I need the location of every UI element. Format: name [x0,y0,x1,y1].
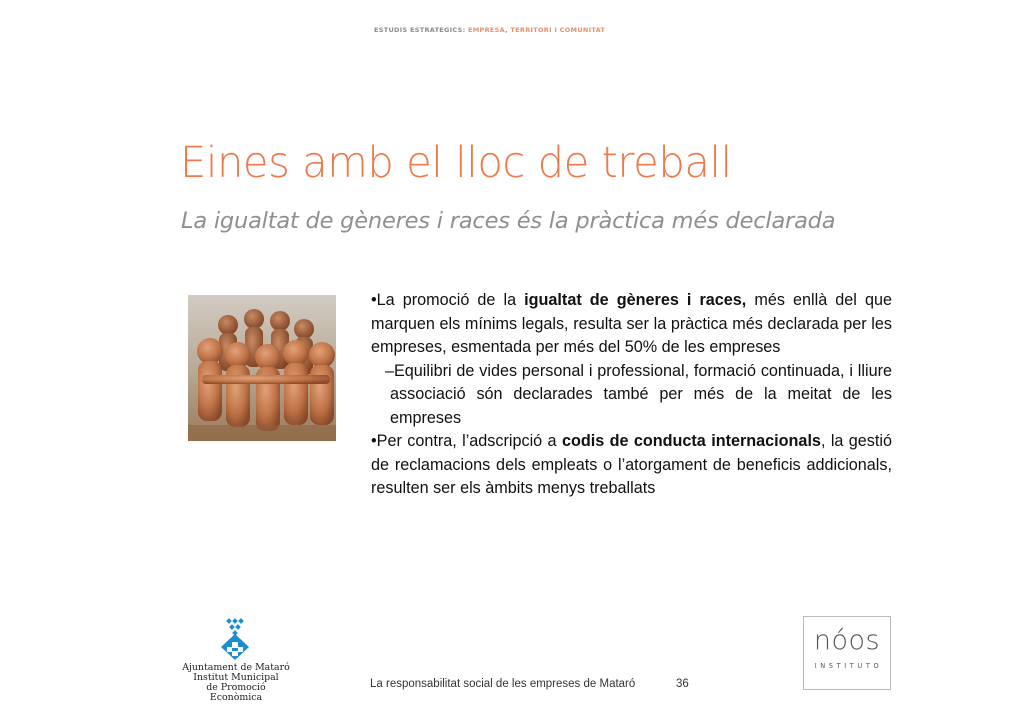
footer-text: La responsabilitat social de les empreses de Mataró [370,678,636,690]
logo-left-line: Institut Municipal [193,672,279,683]
noos-logo-sub: INSTITUTO [814,662,883,670]
sub-bullet-item [371,360,892,431]
ajuntament-mataro-logo [180,618,292,703]
mataro-emblem-icon [218,618,252,660]
logo-left-line: Ajuntament de Mataró [182,662,290,673]
noos-logo-name: nóos [813,625,881,656]
header-label-secondary: EMPRESA, TERRITORI I COMUNITAT [468,26,606,34]
bullet-text: •La promoció de la [371,291,525,309]
bullet-item [371,289,892,360]
logo-left-text [180,663,292,703]
bullet-content [371,289,892,501]
noos-instituto-logo [803,616,891,690]
bullet-item [371,430,892,501]
bullet-emphasis: igualtat de gèneres i races, [524,291,747,309]
bullet-text: , la gestió de reclamacions dels empleats o l’atorgament de beneficis addicionals, resulten ser els àmbits menys treballats [371,432,893,497]
bullet-text: més enllà del que marquen els mínims legals, resulta ser la pràctica més declarada per les empreses, esmentada per més del 50% de les empreses [371,291,892,356]
header-strip [374,26,605,34]
bullet-emphasis: codis de conducta internacionals [561,432,821,450]
logo-left-line: de Promoció Econòmica [206,682,266,703]
clay-figures-circle-photo-icon [188,295,336,441]
sub-bullet-text: –Equilibri de vides personal i professional, formació continuada, i lliure associació són declarades també per més de la meitat de les empreses [385,361,892,427]
header-label-primary: ESTUDIS ESTRATEGICS: [374,26,469,34]
bullet-text: •Per contra, l’adscripció a [371,432,562,450]
clay-figures-photo [188,295,336,441]
slide-subtitle: La igualtat de gèneres i races és la pràctica més declarada [181,208,836,234]
slide-title: Eines amb el lloc de treball [180,138,732,188]
page-number: 36 [676,678,689,690]
